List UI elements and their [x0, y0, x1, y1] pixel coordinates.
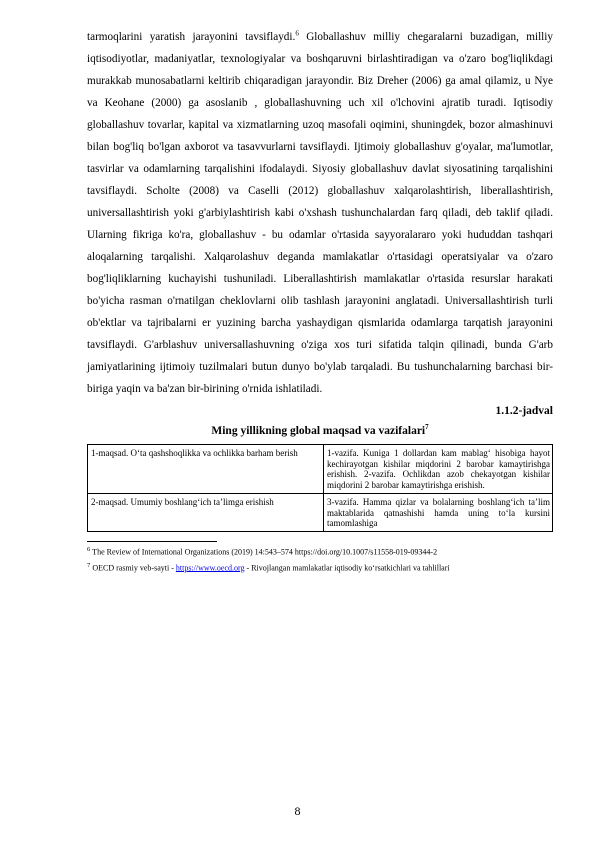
- goal-cell: [88, 494, 324, 532]
- footnote-ref-6[interactable]: 6: [295, 29, 299, 38]
- table-title: [87, 421, 553, 441]
- footnote-6: [87, 544, 553, 558]
- footnote-text: - Rivojlangan mamlakatlar iqtisodiy ko‘rsatkichlari va tahlillari: [244, 563, 450, 573]
- footnote-7: [87, 560, 553, 574]
- footnote-marker: 6: [87, 546, 91, 553]
- task-cell: 1-vazifa. Kuniga 1 dollardan kam mablag‘ hisobiga hayot kechirayotgan kishilar miqdorini 2 barobar kamaytirishga erishish. 2-vazifa. Ochlikdan azob chekayotgan kishilar miqdorini 2 barobar kamaytirishga erishish.: [324, 445, 553, 494]
- task-cell: [324, 494, 553, 532]
- document-page: [87, 26, 553, 573]
- body-paragraph: [87, 26, 553, 400]
- body-text-rest: Globallashuv milliy chegaralarni buzadigan, milliy iqtisodiyotlar, madaniyatlar, texnologiyalar va boshqaruvni birlashtiradigan va o'zaro bog'liqlikdagi murakkab munosabatlarni keltirib chiqaradigan jarayondir. Biz Dreher (2006) ga amal qilamiz, u Nye va Keohane (2000) ga asoslanib , globallashuvning uch xil o'lchovini ajratib turadi. Iqtisodiy globallashuv tovarlar, kapital va xizmatlarning uzoq masofali oqimini, shuningdek, bozor almashinuvi bilan bog'liq bo'lgan axborot va tasavvurlarni tavsiflaydi. Ijtimoiy globallashuv g'oyalar, ma'lumotlar, tasvirlar va odamlarning tarqalishini ifodalaydi. Siyosiy globallashuv davlat siyosatining tarqalishini tavsiflaydi. Scholte (2008) va Caselli (2012) globallashuv xalqarolashtirish, liberallashtirish, universallashtirish yoki g'arbiylashtirish kabi o'xshash tushunchalardan farq qiladi, deb taklif qiladi. Ularning fikriga ko'ra, globallashuv - bu odamlar o'rtasida sayyoralararo yoki hududdan tashqari aloqalarning tarqalishi. Xalqarolashuv deganda mamlakatlar o'rtasidagi operatsiyalar va o'zaro bog'liqliklarning kuchayishi tushuniladi. Liberallashtirish mamlakatlar o'rtasida resurslar harakati bo'yicha rasman o'rnatilgan cheklovlarni olib tashlash jarayonini anglatadi. Universallashtirish turli ob'ektlar va tajribalarni er yuzining barcha yashaydigan qismlarida odamlarga tarqatish jarayonini tavsiflaydi. G'arblashuv universallashuvning o'ziga xos turi sifatida talqin qilinadi, bunda G'arb jamiyatlarining ijtimoiy tuzilmalari butun dunyo bo'ylab tarqaladi. Bu tushunchalarning barchasi bir-biriga yaqin va ba'zan bir-birining o'rnida ishlatiladi.: [87, 31, 553, 395]
- goal-cell: 1-maqsad. O‘ta qashshoqlikka va ochlikka barham berish: [88, 445, 324, 494]
- goals-table: [87, 444, 553, 532]
- footnote-divider: [87, 541, 217, 542]
- footnote-text: OECD rasmiy veb-sayti -: [90, 563, 176, 573]
- footnote-ref-7[interactable]: 7: [425, 423, 429, 432]
- table-title-text: Ming yillikning global maqsad va vazifalari: [211, 425, 426, 437]
- table-row: [88, 494, 553, 532]
- table-number-label: 1.1.2-jadval: [495, 405, 553, 417]
- goal-cell-text: 2-maqsad. Umumiy boshlang‘ich ta’limga erishish: [91, 497, 274, 507]
- oecd-link[interactable]: https://www.oecd.org: [175, 563, 245, 573]
- body-text-start: tarmoqlarini yaratish jarayonini tavsiflaydi.: [87, 31, 296, 43]
- table-row: [88, 445, 553, 494]
- page-number: 8: [294, 804, 301, 818]
- footnote-text: The Review of International Organizations (2019) 14:543–574 https://doi.org/10.1007/s11558-019-09344-2: [90, 547, 438, 557]
- task-cell-text: 3-vazifa. Hamma qizlar va bolalarning boshlang‘ich ta’lim maktablarida qatnashishi hamda uning to‘la kursini tamomlashiga: [327, 497, 550, 528]
- footnote-marker: 7: [87, 561, 91, 569]
